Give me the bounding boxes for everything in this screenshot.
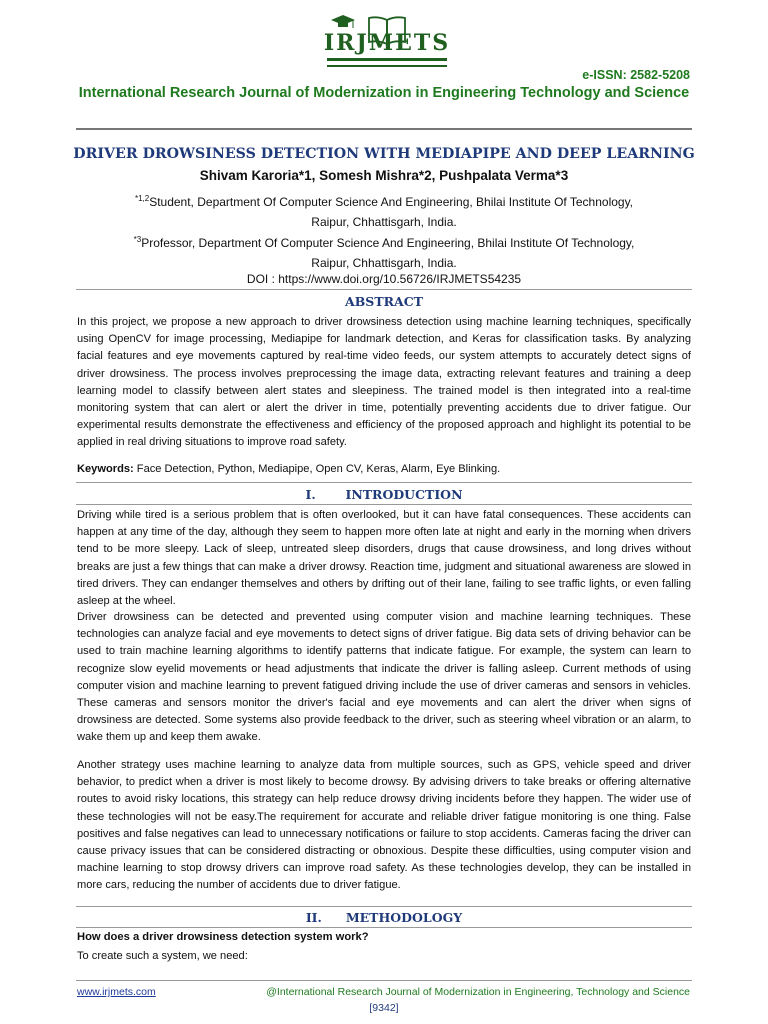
methodology-heading — [0, 910, 768, 925]
method-divider-bottom — [76, 927, 692, 928]
journal-title: International Research Journal of Modernization in Engineering Technology and Science — [78, 85, 690, 101]
abstract-heading: ABSTRACT — [345, 294, 423, 309]
introduction-heading — [0, 487, 768, 502]
method-divider-top — [76, 906, 692, 907]
introduction-number: I. — [305, 487, 316, 502]
footer-journal: @International Research Journal of Modernization in Engineering, Technology and Science — [266, 986, 690, 998]
intro-paragraph-1: Driving while tired is a serious problem that is often overlooked, but it can have fatal consequences. These accidents can happen at any time of the day, although they seem to happen more often late at night and early in the morning when drivers tend to be more sleepy. Lack of sleep, untreated sleep disorders, drugs that cause drowsiness, and long drives without breaks are just a few things that can make a driver drowsy. Reaction time, judgment and situational awareness are slowed in tired drivers. They can endanger themselves and others by drifting out of their lane, failing to see traffic lights, or even falling asleep at the wheel. — [77, 509, 691, 608]
page-number: [9342] — [369, 1002, 399, 1014]
affiliation-1-line-2: Raipur, Chhattisgarh, India. — [311, 215, 457, 229]
intro-paragraph-2: Driver drowsiness can be detected and prevented using computer vision and machine learning techniques. These technologies can analyze facial and eye movements to detect signs of driver fatigue. Big data sets of driving behavior can be used to train machine learning algorithms to identify patterns that indicate fatigue. For example, the system can learn to recognize slow eyelid movements or head adjustments that indicate the driver is falling asleep. Current methods of using computer vision and machine learning to prevent fatigued driving include the use of driver cameras and sensors in vehicles. These cameras and sensors monitor the driver's facial and eye movements and can alert the driver when signs of drowsiness are detected. Some systems also provide feedback to the driver, such as steering wheel vibration or an alarm, to wake them up and keep them awake. — [77, 611, 691, 744]
keywords-label: Keywords: — [77, 463, 134, 475]
affiliation-2-marker: *3 — [133, 235, 142, 244]
doi-link[interactable]: DOI : https://www.doi.org/10.56726/IRJMETS54235 — [246, 272, 522, 286]
methodology-question: How does a driver drowsiness detection system work? — [77, 931, 369, 943]
introduction-title: INTRODUCTION — [345, 487, 463, 502]
header-divider — [76, 128, 692, 130]
footer-divider — [76, 980, 692, 981]
affiliation-1-line-1: Student, Department Of Computer Science And Engineering, Bhilai Institute Of Technology, — [149, 195, 634, 209]
eissn: e-ISSN: 2582-5208 — [582, 68, 690, 82]
abstract-text: In this project, we propose a new approach to driver drowsiness detection using machine learning techniques, specifically using OpenCV for image processing, Mediapipe for landmark detection, and Keras for classification tasks. By analyzing facial features and eye movements captured by real-time video feeds, our system attempts to accurately detect signs of driver drowsiness. The process involves preprocessing the image data, extracting relevant features and training a deep learning model to classify between alert states and sleepiness. The trained model is then integrated into a real-time monitoring system that can alert or alert the driver in time, potentially preventing accidents due to driver fatigue. Our experimental results demonstrate the effectiveness and efficiency of the proposed approach and highlight its potential to be applied in real driving situations to improve road safety. — [77, 316, 691, 449]
affiliation-1-marker: *1,2 — [134, 194, 150, 203]
affiliation-2-line-2: Raipur, Chhattisgarh, India. — [311, 256, 457, 270]
footer-website-link[interactable]: www.irjmets.com — [77, 986, 156, 998]
intro-divider-bottom — [76, 504, 692, 505]
affiliation-2 — [0, 230, 768, 273]
keywords-line — [77, 463, 691, 475]
methodology-title: METHODOLOGY — [345, 910, 463, 925]
methodology-lead: To create such a system, we need: — [77, 950, 248, 962]
paper-title: DRIVER DROWSINESS DETECTION WITH MEDIAPIPE AND DEEP LEARNING — [73, 146, 695, 162]
intro-paragraph-3: Another strategy uses machine learning to analyze data from multiple sources, such as GPS, vehicle speed and driver behavior, to predict when a driver is most likely to become drowsy. By advising drivers to take breaks or offering alternative routes to avoid risky locations, this strategy can help reduce drowsy driving incidents before they happen. The wider use of these technologies will not be easy.The requirement for accurate and reliable driver fatigue monitoring is one thing. False positives and false negatives can lead to unnecessary notifications or failure to stop accidents. Cameras facing the driver can cause privacy issues that can be considered distracting or obnoxious. Despite these difficulties, using computer vision and machine learning to stop drowsy drivers can improve road safety. As these technologies develop, they can be installed in more cars, reducing the number of accidents due to driver fatigue. — [77, 759, 691, 892]
methodology-number: II. — [305, 910, 322, 925]
intro-divider-top — [76, 482, 692, 483]
paper-authors: Shivam Karoria*1, Somesh Mishra*2, Pushpalata Verma*3 — [199, 168, 569, 183]
affiliation-1 — [0, 189, 768, 232]
journal-logo — [317, 12, 457, 82]
doi-divider — [76, 289, 692, 290]
logo-wordmark: IRJMETS — [323, 30, 451, 56]
affiliation-2-line-1: Professor, Department Of Computer Science And Engineering, Bhilai Institute Of Technology, — [141, 236, 635, 250]
keywords-list: Face Detection, Python, Mediapipe, Open CV, Keras, Alarm, Eye Blinking. — [133, 463, 501, 475]
